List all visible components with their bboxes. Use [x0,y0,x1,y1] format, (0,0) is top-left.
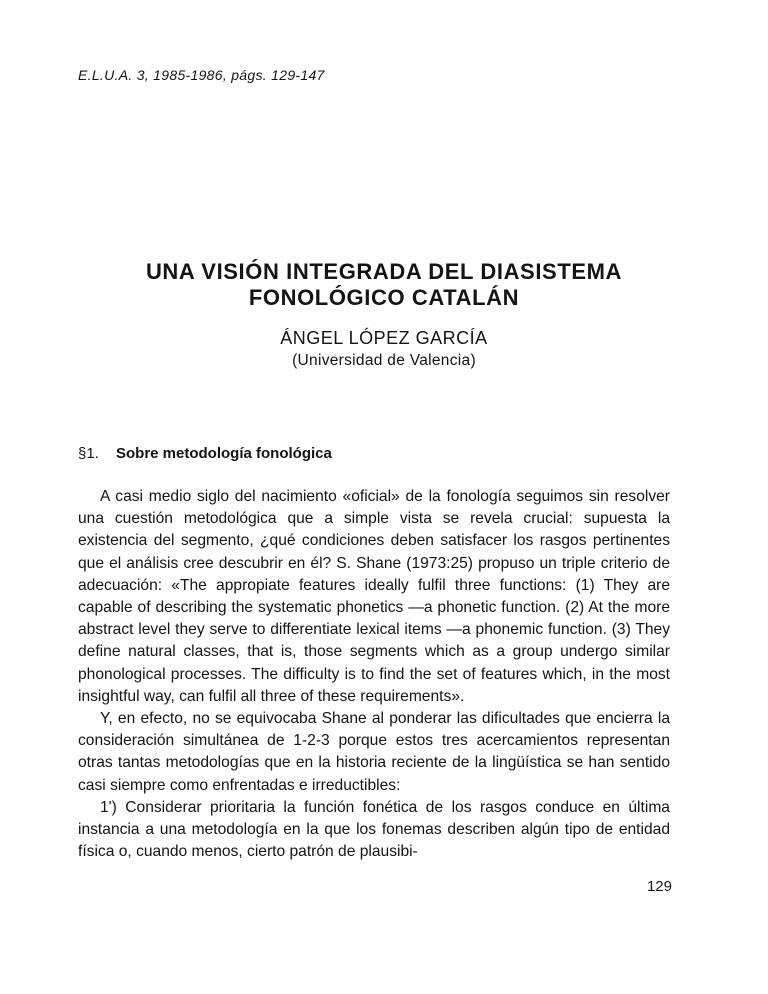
section-number: §1. [78,445,99,462]
article-title-line-2: FONOLÓGICO CATALÁN [248,285,520,310]
body-text [78,486,670,863]
article-title [0,259,768,311]
author-affiliation: (Universidad de Valencia) [292,352,476,369]
paragraph-2: Y, en efecto, no se equivocaba Shane al ponderar las dificultades que encierra la consideración simultánea de 1-2-3 porque estos tres acercamientos representan otras tantas metodologías que en la historia reciente de la lingüística se han sentido casi siempre como enfrentadas e irreductibles: [78,710,670,794]
author-name: ÁNGEL LÓPEZ GARCÍA [280,328,488,348]
section-title: Sobre metodología fonológica [116,445,332,462]
paragraph-3: 1') Considerar prioritaria la función fonética de los rasgos conduce en última instancia a una metodología en la que los fonemas describen algún tipo de entidad física o, cuando menos, cierto patrón de plausibi- [78,798,670,861]
article-title-line-1: UNA VISIÓN INTEGRADA DEL DIASISTEMA [145,259,623,284]
page-number: 129 [646,878,672,895]
section-heading [78,445,332,462]
paragraph-1: A casi medio siglo del nacimiento «oficial» de la fonología seguimos sin resolver una cuestión metodológica que a simple vista se revela crucial: supuesta la existencia del segmento, ¿qué condiciones deben satisfacer los rasgos pertinentes que el análisis cree descubrir en él? S. Shane (1973:25) propuso un triple criterio de adecuación: «The appropiate features ideally fulfil three functions: (1) They are capable of describing the systematic phonetics —a phonetic function. (2) At the more abstract level they serve to differentiate lexical items —a phonemic function. (3) They define natural classes, that is, those segments which as a group undergo similar phonological processes. The difficulty is to find the set of features which, in the most insightful way, can fulfil all three of these requirements». [78,488,670,705]
journal-citation: E.L.U.A. 3, 1985-1986, págs. 129-147 [78,67,325,83]
